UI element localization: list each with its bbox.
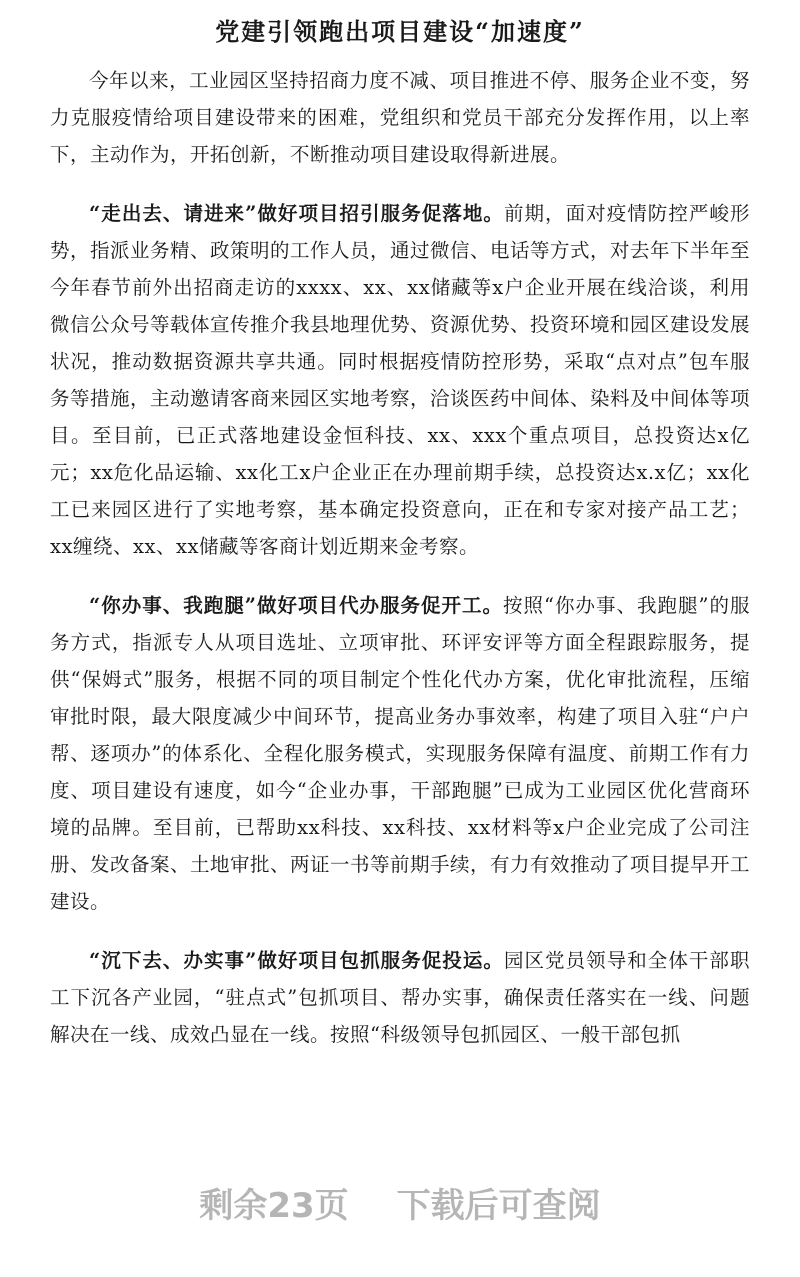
paragraph-intro (50, 62, 750, 173)
paragraph-lead: “走出去、请进来”做好项目招引服务促落地。 (89, 202, 504, 225)
paragraph-text: 园区党员领导和全体干部职工下沉各产业园，“驻点式”包抓项目、帮办实事，确保责任落实在一线、问题解决在一线、成效凸显在一线。按照“科级领导包抓园区、一般干部包抓 (50, 949, 750, 1046)
paragraph-on-site-service (50, 942, 750, 1053)
download-to-view-link[interactable]: 下载后可查阅 (396, 1185, 601, 1226)
remaining-pages-label[interactable]: 剩余23页 (199, 1185, 349, 1226)
paragraph-lead: “沉下去、办实事”做好项目包抓服务促投运。 (89, 949, 504, 972)
paragraph-attract-investment (50, 195, 750, 565)
paragraph-agency-service (50, 587, 750, 920)
paragraph-lead: “你办事、我跑腿”做好项目代办服务促开工。 (89, 594, 504, 617)
paragraph-text: 前期，面对疫情防控严峻形势，指派业务精、政策明的工作人员，通过微信、电话等方式，对去年下半年至今年春节前外出招商走访的xxxx、xx、xx储藏等x户企业开展在线洽谈，利用微信公众号等载体宣传推介我县地理优势、资源优势、投资环境和园区建设发展状况，推动数据资源共享共通。同时根据疫情防控形势，采取“点对点”包车服务等措施，主动邀请客商来园区实地考察，洽谈医药中间体、染料及中间体等项目。至目前，已正式落地建设金恒科技、xx、xxx个重点项目，总投资达x亿元；xx危化品运输、xx化工x户企业正在办理前期手续，总投资达x.x亿；xx化工已来园区进行了实地考察，基本确定投资意向，正在和专家对接产品工艺；xx缠绕、xx、xx储藏等客商计划近期来金考察。 (50, 202, 751, 558)
document-body (50, 62, 750, 1075)
paragraph-text: 今年以来，工业园区坚持招商力度不减、项目推进不停、服务企业不变，努力克服疫情给项目建设带来的困难，党组织和党员干部充分发挥作用，以上率下，主动作为，开拓创新，不断推动项目建设取得新进展。 (50, 69, 750, 166)
paragraph-text: 按照“你办事、我跑腿”的服务方式，指派专人从项目选址、立项审批、环评安评等方面全程跟踪服务，提供“保姆式”服务，根据不同的项目制定个性化代办方案，优化审批流程，压缩审批时限，最大限度减少中间环节，提高业务办事效率，构建了项目入驻“户户帮、逐项办”的体系化、全程化服务模式，实现服务保障有温度、前期工作有力度、项目建设有速度，如今“企业办事，干部跑腿”已成为工业园区优化营商环境的品牌。至目前，已帮助xx科技、xx科技、xx材料等x户企业完成了公司注册、发改备案、土地审批、两证一书等前期手续，有力有效推动了项目提早开工建设。 (50, 594, 751, 913)
download-banner[interactable] (0, 1172, 800, 1232)
document-title: 党建引领跑出项目建设“加速度” (215, 17, 585, 46)
